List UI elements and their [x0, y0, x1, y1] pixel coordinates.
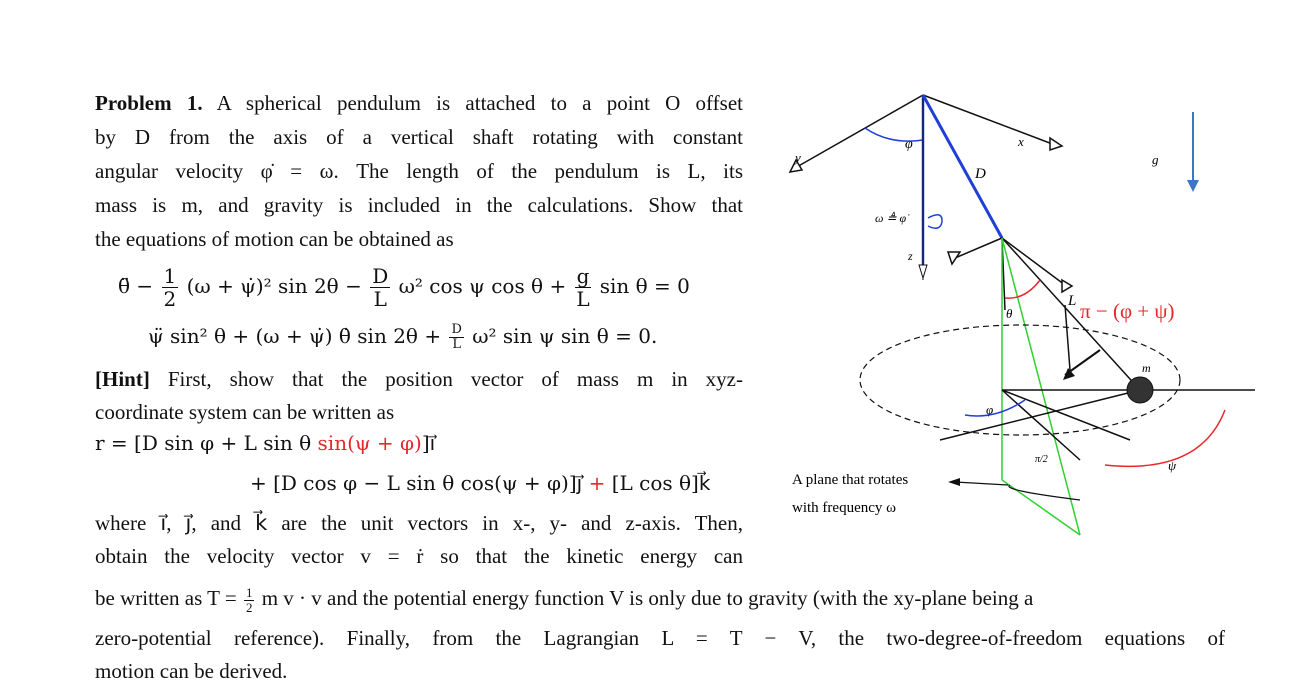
eq2-frac	[449, 323, 463, 352]
label-pi-minus: π − (φ + ψ)	[1080, 299, 1175, 323]
hint-line-2: coordinate system can be written as	[95, 400, 395, 424]
intro-line-1	[95, 89, 743, 117]
zero-potential-line: zero-potential reference). Finally, from the Lagrangian L = T − V, the two-degree-of-freedom equations of	[95, 626, 1225, 650]
eq2-part-a: ψ̈ sin² θ + (ω + ψ̇) θ̇ sin 2θ +	[148, 324, 442, 348]
label-pi-over-2: π/2	[1035, 454, 1048, 465]
hint-text-1: First, show that the position vector of mass m in xyz-	[149, 367, 743, 391]
eq1-part-b: (ω + ψ̇)² sin 2θ −	[186, 274, 362, 298]
plane-label-line-1: A plane that rotates	[792, 472, 909, 488]
problem-heading: Problem 1.	[95, 91, 203, 115]
eq1-frac-3-num: g	[576, 264, 590, 288]
eq1-frac-1-num: 1	[163, 264, 177, 288]
r-eq1-red: sin(ψ + φ)	[317, 431, 422, 455]
omega-arrow	[928, 215, 942, 228]
label-D: D	[975, 166, 986, 182]
intro-line-2: by D from the axis of a vertical shaft rotating with constant	[95, 125, 743, 149]
eq1-frac-3	[575, 265, 592, 310]
hint-label: [Hint]	[95, 367, 150, 391]
pendulum-mass	[1127, 377, 1153, 403]
intro-line-3: angular velocity φ̇ = ω. The length of the pendulum is L, its	[95, 159, 743, 183]
position-vector-line-1	[95, 429, 435, 457]
eq2-part-b: ω² sin ψ sin θ = 0.	[472, 324, 658, 348]
psi-arc	[1105, 410, 1225, 466]
eq1-frac-2	[370, 265, 390, 310]
be-written-b: m v · v and the potential energy function V is only due to gravity (with the xy-plane being a	[261, 586, 1034, 610]
obtain-line: obtain the velocity vector v = ṙ so that the kinetic energy can	[95, 544, 743, 568]
r-eq2-red: +	[582, 471, 612, 495]
where-line: where ı⃗, ȷ⃗, and k⃗ are the unit vectors in x-, y- and z-axis. Then,	[95, 511, 743, 535]
eq1-frac-1-den: 2	[163, 287, 177, 311]
be-written-line	[95, 578, 1225, 618]
eq2-frac-den: L	[452, 337, 461, 352]
label-L: L	[1068, 293, 1077, 309]
intro-line-4: mass is m, and gravity is included in the calculations. Show that	[95, 193, 743, 217]
eq1-part-a: θ̈ −	[118, 274, 154, 298]
intro-line-5: the equations of motion can be obtained as	[95, 227, 454, 251]
eq1-frac-3-den: L	[576, 287, 590, 311]
label-z: z	[908, 249, 913, 263]
intro-text-1: A spherical pendulum is attached to a point O offset	[202, 91, 743, 115]
label-omega: ω ≜ φ̇	[875, 211, 907, 225]
mass-lines	[940, 390, 1255, 460]
label-g: g	[1152, 152, 1159, 167]
eq1-frac-2-num: D	[372, 264, 389, 288]
last-line: motion can be derived.	[95, 659, 288, 683]
r-eq1-end: ]ı⃗	[421, 431, 436, 455]
theta-arc	[1005, 280, 1040, 298]
offset-link-D	[923, 95, 1002, 238]
phi-arc	[865, 128, 923, 141]
eq2-frac-num: D	[451, 322, 462, 337]
r-eq1-black: r = [D sin φ + L sin θ	[95, 431, 318, 455]
label-phi: φ	[905, 137, 913, 152]
label-y: y	[795, 150, 801, 165]
eq1-part-d: sin θ = 0	[599, 274, 690, 298]
label-psi: ψ	[1168, 458, 1177, 473]
position-vector-line-2	[250, 469, 710, 497]
eq1-frac-2-den: L	[373, 287, 387, 311]
label-theta: θ	[1006, 306, 1013, 321]
label-x: x	[1018, 134, 1024, 149]
eq1-frac-1	[162, 265, 179, 310]
label-m: m	[1142, 361, 1151, 375]
plane-label-line-2: with frequency ω	[792, 500, 897, 516]
kinetic-frac	[244, 586, 255, 615]
label-phi-2: φ	[986, 402, 994, 417]
kinetic-frac-den: 2	[245, 599, 253, 615]
equation-1	[118, 262, 690, 310]
be-written-a: be written as T =	[95, 586, 237, 610]
hint-line-1	[95, 365, 743, 393]
kinetic-frac-num: 1	[245, 584, 253, 600]
r-eq2-end: [L cos θ]k⃗	[611, 471, 711, 495]
pendulum-diagram	[780, 80, 1260, 550]
equation-2	[148, 322, 657, 352]
eq1-part-c: ω² cos ψ cos θ +	[398, 274, 567, 298]
r-eq2-black: + [D cos φ − L sin θ cos(ψ + φ)]ȷ⃗	[250, 471, 583, 495]
rotating-plane	[1002, 238, 1080, 535]
